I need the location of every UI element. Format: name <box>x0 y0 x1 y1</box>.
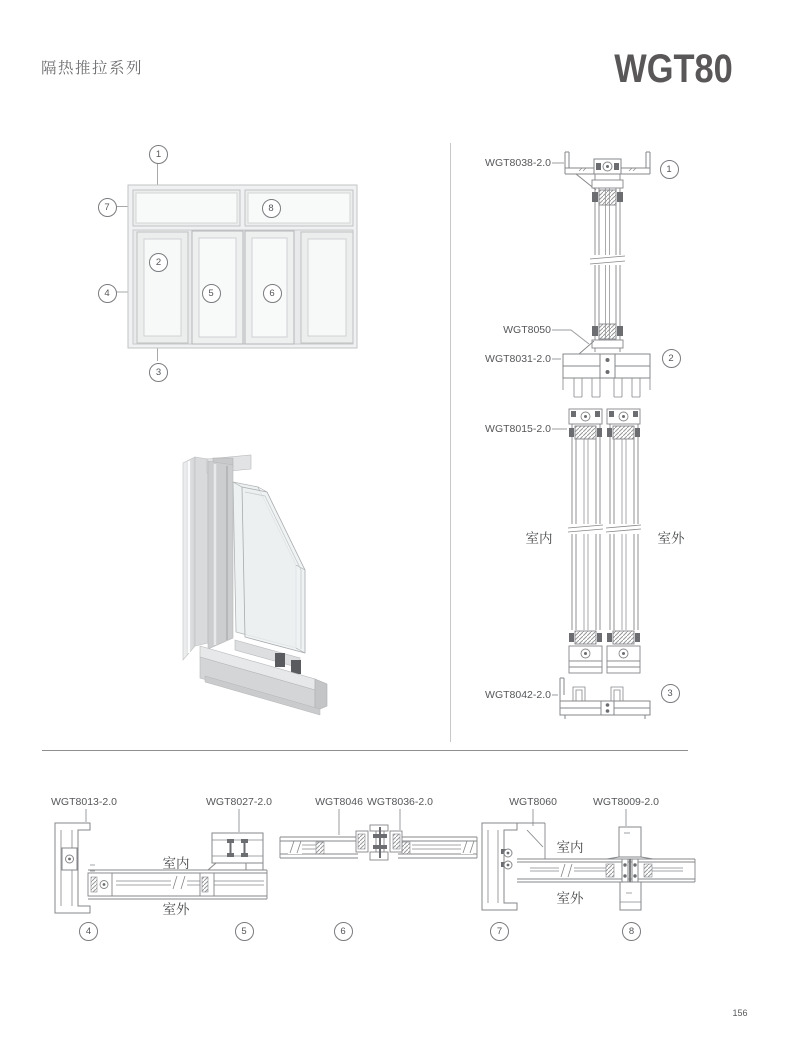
indoor-label-right: 室内 <box>556 840 584 855</box>
hsection-jamb-wgt8013 <box>55 823 95 913</box>
callout-section-5: 5 <box>235 922 254 941</box>
hsection-rail-left <box>88 870 267 899</box>
part-label-wgt8050: WGT8050 <box>503 324 551 336</box>
part-label-wgt8013: WGT8013-2.0 <box>51 796 117 808</box>
vertical-section-drawing <box>455 140 700 740</box>
part-label-wgt8031: WGT8031-2.0 <box>485 353 551 365</box>
part-label-wgt8060: WGT8060 <box>509 796 557 808</box>
hsection-meeting-stile-wgt8027 <box>208 833 263 870</box>
series-title: 隔热推拉系列 <box>41 60 144 77</box>
callout-7: 7 <box>98 198 117 217</box>
part-label-wgt8042: WGT8042-2.0 <box>485 689 551 701</box>
part-label-wgt8027: WGT8027-2.0 <box>206 796 272 808</box>
callout-section-3: 3 <box>661 684 680 703</box>
glass-3d <box>233 482 305 653</box>
callout-6: 6 <box>263 284 282 303</box>
indoor-label-vertical: 室内 <box>525 531 553 546</box>
horizontal-divider <box>42 750 688 751</box>
hsection-jamb-wgt8060 <box>482 823 545 910</box>
outdoor-label-right: 室外 <box>556 891 584 906</box>
callout-8: 8 <box>262 199 281 218</box>
sill-3d <box>200 640 327 715</box>
part-label-wgt8036: WGT8036-2.0 <box>367 796 433 808</box>
callout-section-7: 7 <box>490 922 509 941</box>
outdoor-label-vertical: 室外 <box>657 531 685 546</box>
window-elevation-drawing <box>90 140 370 390</box>
callout-section-8: 8 <box>622 922 641 941</box>
part-label-wgt8015: WGT8015-2.0 <box>485 423 551 435</box>
section-fixed-sash <box>579 174 625 354</box>
profile-3d-render <box>175 450 375 720</box>
callout-5: 5 <box>202 284 221 303</box>
indoor-label-left: 室内 <box>162 856 190 871</box>
callout-section-6: 6 <box>334 922 353 941</box>
callout-section-4: 4 <box>79 922 98 941</box>
model-code: WGT80 <box>614 47 733 91</box>
part-label-wgt8009: WGT8009-2.0 <box>593 796 659 808</box>
hsection-interlock <box>280 825 477 860</box>
section-transom-wgt8031 <box>563 354 650 397</box>
part-label-wgt8038: WGT8038-2.0 <box>485 157 551 169</box>
page-number: 156 <box>732 1008 748 1018</box>
section-sliding-sashes <box>568 409 641 673</box>
callout-4: 4 <box>98 284 117 303</box>
hsection-rail-right <box>517 859 695 882</box>
part-label-wgt8046: WGT8046 <box>315 796 363 808</box>
callout-3: 3 <box>149 363 168 382</box>
vertical-divider <box>450 143 451 742</box>
horizontal-section-drawing <box>40 805 760 925</box>
section-sill-wgt8042 <box>560 678 650 719</box>
callout-section-1: 1 <box>660 160 679 179</box>
callout-2: 2 <box>149 253 168 272</box>
outdoor-label-left: 室外 <box>162 902 190 917</box>
callout-section-2: 2 <box>662 349 681 368</box>
callout-1: 1 <box>149 145 168 164</box>
